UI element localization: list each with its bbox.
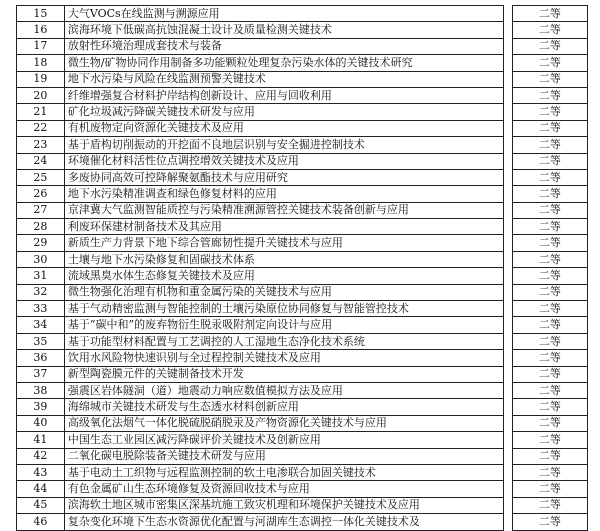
project-name: 二氧化碳电脱除装备关键技术研发与应用 [64,448,503,464]
table-row [17,366,588,382]
column-gap [503,497,512,513]
row-number: 15 [17,6,65,22]
project-name: 环境催化材料活性位点调控增效关键技术及应用 [64,153,503,169]
table-row [17,137,588,153]
project-name: 高级氧化法烟气一体化脱硫脱硝脱汞及产物资源化关键技术与应用 [64,415,503,431]
project-name: 土壤与地下水污染修复和固碳技术体系 [64,251,503,267]
table-row [17,514,588,530]
column-gap [503,481,512,497]
column-gap [503,71,512,87]
column-gap [503,104,512,120]
award-grade: 二等 [512,202,587,218]
award-grade: 二等 [512,6,587,22]
award-grade: 二等 [512,38,587,54]
column-gap [503,22,512,38]
table-row [17,169,588,185]
project-name: 海绵城市关键技术研发与生态透水材料创新应用 [64,399,503,415]
table-row [17,251,588,267]
column-gap [503,55,512,71]
row-number: 44 [17,481,65,497]
table-row [17,382,588,398]
project-name: 新型陶瓷膜元件的关键制备技术开发 [64,366,503,382]
project-name: 滨海环境下低碳高抗蚀混凝土设计及质量检测关键技术 [64,22,503,38]
row-number: 25 [17,169,65,185]
column-gap [503,235,512,251]
award-grade: 二等 [512,514,587,530]
project-name: 基于气动精密监测与智能控制的土壤污染原位协同修复与智能管控技术 [64,301,503,317]
project-name: 矿化垃圾减污降碳关键技术研发与应用 [64,104,503,120]
column-gap [503,251,512,267]
row-number: 43 [17,464,65,480]
project-name: 基于盾构切削振动的开挖面不良地层识别与安全掘进控制技术 [64,137,503,153]
project-name: 京津冀大气监测智能质控与污染精准溯源管控关键技术装备创新与应用 [64,202,503,218]
award-grade: 二等 [512,137,587,153]
project-name: 多废协同高效可控降解聚氨酯技术与应用研究 [64,169,503,185]
table-row [17,87,588,103]
award-table [16,5,588,531]
award-grade: 二等 [512,399,587,415]
table-row [17,399,588,415]
row-number: 45 [17,497,65,513]
row-number: 39 [17,399,65,415]
project-name: 放射性环境治理成套技术与装备 [64,38,503,54]
project-name: 强震区岩体隧洞（道）地震动力响应数值模拟方法及应用 [64,382,503,398]
column-gap [503,448,512,464]
table-row [17,186,588,202]
column-gap [503,366,512,382]
table-row [17,268,588,284]
column-gap [503,186,512,202]
award-table-body [17,6,588,531]
project-name: 有机废物定向资源化关键技术及应用 [64,120,503,136]
award-grade: 二等 [512,186,587,202]
table-row [17,350,588,366]
table-row [17,219,588,235]
table-row [17,38,588,54]
award-grade: 二等 [512,350,587,366]
row-number: 38 [17,382,65,398]
award-grade: 二等 [512,464,587,480]
column-gap [503,153,512,169]
project-name: 基于“碳中和”的废弃物衍生脱汞吸附剂定向设计与应用 [64,317,503,333]
table-row [17,432,588,448]
column-gap [503,301,512,317]
row-number: 24 [17,153,65,169]
column-gap [503,399,512,415]
project-name: 中国生态工业园区减污降碳评价关键技术及创新应用 [64,432,503,448]
table-row [17,415,588,431]
table-row [17,464,588,480]
award-grade: 二等 [512,317,587,333]
column-gap [503,317,512,333]
column-gap [503,514,512,530]
award-grade: 二等 [512,55,587,71]
project-name: 基于功能型材料配置与工艺调控的人工湿地生态净化技术系统 [64,333,503,349]
table-row [17,104,588,120]
column-gap [503,432,512,448]
table-row [17,448,588,464]
project-name: 流域黑臭水体生态修复关键技术及应用 [64,268,503,284]
column-gap [503,350,512,366]
row-number: 16 [17,22,65,38]
award-grade: 二等 [512,120,587,136]
row-number: 20 [17,87,65,103]
table-row [17,71,588,87]
award-grade: 二等 [512,219,587,235]
row-number: 22 [17,120,65,136]
award-grade: 二等 [512,382,587,398]
row-number: 21 [17,104,65,120]
column-gap [503,137,512,153]
table-row [17,6,588,22]
table-row [17,235,588,251]
award-grade: 二等 [512,333,587,349]
award-grade: 二等 [512,169,587,185]
table-row [17,333,588,349]
row-number: 36 [17,350,65,366]
table-row [17,317,588,333]
column-gap [503,382,512,398]
award-grade: 二等 [512,235,587,251]
column-gap [503,6,512,22]
project-name: 饮用水风险物快速识别与全过程控制关键技术及应用 [64,350,503,366]
award-grade: 二等 [512,366,587,382]
award-grade: 二等 [512,432,587,448]
row-number: 27 [17,202,65,218]
project-name: 复杂变化环境下生态水资源优化配置与河湖库生态调控一体化关键技术及 [64,514,503,530]
project-name: 利废环保建材制备技术及其应用 [64,219,503,235]
award-grade: 二等 [512,284,587,300]
row-number: 34 [17,317,65,333]
column-gap [503,219,512,235]
row-number: 17 [17,38,65,54]
table-row [17,497,588,513]
row-number: 42 [17,448,65,464]
project-name: 大气VOCs在线监测与溯源应用 [64,6,503,22]
table-row [17,481,588,497]
project-name: 地下水污染与风险在线监测预警关键技术 [64,71,503,87]
row-number: 37 [17,366,65,382]
row-number: 26 [17,186,65,202]
table-row [17,202,588,218]
row-number: 33 [17,301,65,317]
row-number: 29 [17,235,65,251]
award-grade: 二等 [512,481,587,497]
award-grade: 二等 [512,268,587,284]
row-number: 30 [17,251,65,267]
award-grade: 二等 [512,87,587,103]
column-gap [503,38,512,54]
column-gap [503,268,512,284]
award-grade: 二等 [512,153,587,169]
table-row [17,153,588,169]
row-number: 32 [17,284,65,300]
row-number: 35 [17,333,65,349]
column-gap [503,284,512,300]
award-grade: 二等 [512,104,587,120]
award-grade: 二等 [512,497,587,513]
column-gap [503,202,512,218]
column-gap [503,464,512,480]
row-number: 41 [17,432,65,448]
award-grade: 二等 [512,22,587,38]
award-grade: 二等 [512,251,587,267]
project-name: 新质生产力背景下地下综合管廊韧性提升关键技术与应用 [64,235,503,251]
column-gap [503,169,512,185]
award-grade: 二等 [512,415,587,431]
row-number: 28 [17,219,65,235]
table-row [17,284,588,300]
table-row [17,55,588,71]
column-gap [503,87,512,103]
award-grade: 二等 [512,448,587,464]
award-grade: 二等 [512,301,587,317]
project-name: 有色金属矿山生态环境修复及资源回收技术与应用 [64,481,503,497]
column-gap [503,415,512,431]
project-name: 微生物/矿物协同作用制备多功能颗粒处理复杂污染水体的关键技术研究 [64,55,503,71]
row-number: 18 [17,55,65,71]
project-name: 基于电动土工织物与远程监测控制的软土电渗联合加固关键技术 [64,464,503,480]
row-number: 23 [17,137,65,153]
column-gap [503,333,512,349]
row-number: 19 [17,71,65,87]
table-row [17,301,588,317]
award-grade: 二等 [512,71,587,87]
table-row [17,120,588,136]
project-name: 地下水污染精准调查和绿色修复材料的应用 [64,186,503,202]
project-name: 微生物强化治理有机物和重金属污染的关键技术与应用 [64,284,503,300]
column-gap [503,120,512,136]
project-name: 纤维增强复合材料护岸结构创新设计、应用与回收利用 [64,87,503,103]
row-number: 46 [17,514,65,530]
table-row [17,22,588,38]
row-number: 31 [17,268,65,284]
project-name: 滨海软土地区城市密集区深基坑施工致灾机理和环境保护关键技术及应用 [64,497,503,513]
row-number: 40 [17,415,65,431]
